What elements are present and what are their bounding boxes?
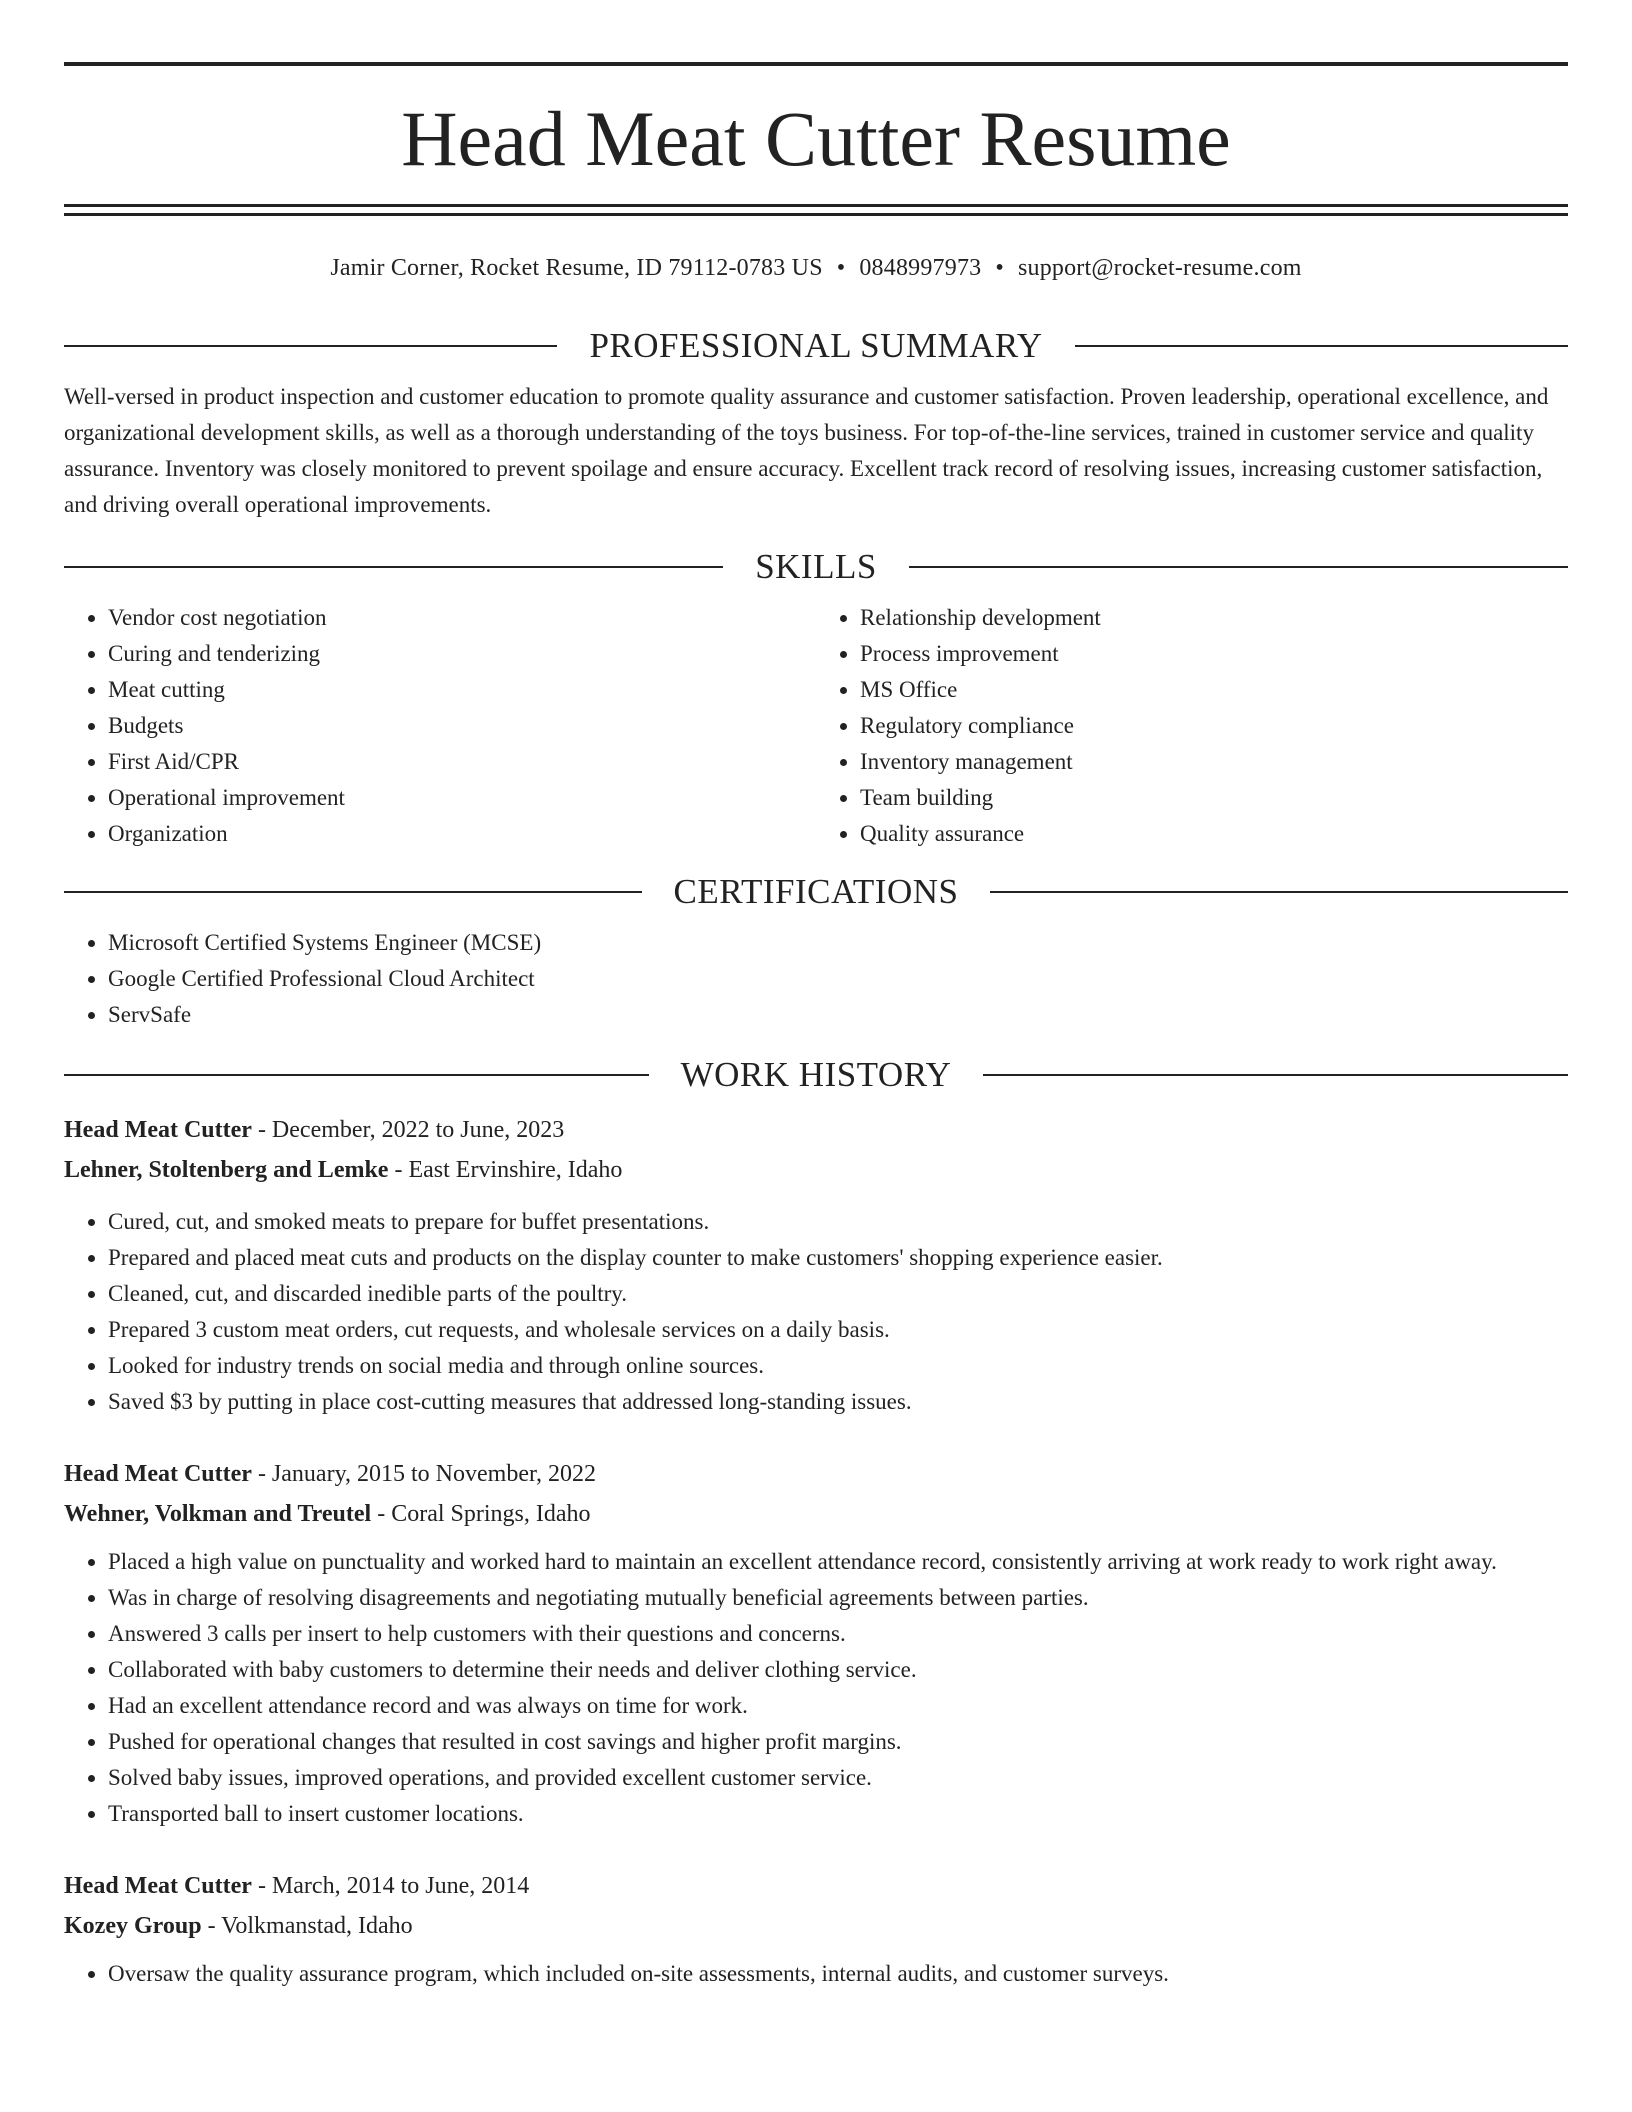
heading-rule-right	[909, 566, 1568, 568]
job-bullets	[64, 1204, 1568, 1420]
job-entry	[64, 1454, 1568, 1832]
job-location: - Volkmanstad, Idaho	[201, 1913, 413, 1939]
skills-list-left	[64, 600, 816, 852]
heading-rule-left	[64, 345, 557, 347]
job-title: Head Meat Cutter	[64, 1873, 252, 1899]
contact-line	[64, 256, 1568, 280]
top-rule	[64, 62, 1568, 66]
skill-item: • Process improvement	[860, 636, 1568, 672]
skill-item: • MS Office	[860, 672, 1568, 708]
skill-item: • Budgets	[108, 708, 816, 744]
job-title-line	[64, 1454, 1568, 1494]
job-bullet: • Oversaw the quality assurance program, which included on-site assessments, internal audits, and customer surveys.	[108, 1956, 1568, 1992]
job-entry	[64, 1866, 1568, 1992]
job-location: - East Ervinshire, Idaho	[388, 1157, 623, 1183]
job-bullet: • Cleaned, cut, and discarded inedible parts of the poultry.	[108, 1276, 1568, 1312]
skill-item: • Quality assurance	[860, 816, 1568, 852]
job-company-line	[64, 1494, 1568, 1534]
heading-rule-left	[64, 1074, 649, 1076]
job-bullet: • Solved baby issues, improved operations, and provided excellent customer service.	[108, 1760, 1568, 1796]
job-bullet: • Saved $3 by putting in place cost-cutting measures that addressed long-standing issues.	[108, 1384, 1568, 1420]
job-company: Kozey Group	[64, 1913, 202, 1939]
job-bullets	[64, 1956, 1568, 1992]
job-bullet: • Pushed for operational changes that resulted in cost savings and higher profit margins.	[108, 1724, 1568, 1760]
job-title: Head Meat Cutter	[64, 1461, 252, 1487]
job-dates: - December, 2022 to June, 2023	[251, 1117, 565, 1143]
contact-address: Jamir Corner, Rocket Resume, ID 79112-0783 US	[330, 255, 823, 281]
contact-separator: •	[836, 255, 846, 281]
contact-separator: •	[995, 255, 1004, 281]
job-location: - Coral Springs, Idaho	[371, 1501, 591, 1527]
job-bullet: • Placed a high value on punctuality and worked hard to maintain an excellent attendance record, consistently arriving at work ready to work right away.	[108, 1544, 1568, 1580]
job-bullet: • Cured, cut, and smoked meats to prepare for buffet presentations.	[108, 1204, 1568, 1240]
job-bullet: • Transported ball to insert customer locations.	[108, 1796, 1568, 1832]
job-bullet: • Answered 3 calls per insert to help customers with their questions and concerns.	[108, 1616, 1568, 1652]
job-title: Head Meat Cutter	[64, 1117, 252, 1143]
skill-item: • First Aid/CPR	[108, 744, 816, 780]
job-bullet: • Looked for industry trends on social media and through online sources.	[108, 1348, 1568, 1384]
skills-list-right	[816, 600, 1568, 852]
job-bullet: • Was in charge of resolving disagreements and negotiating mutually beneficial agreements between parties.	[108, 1580, 1568, 1616]
job-company: Wehner, Volkman and Treutel	[64, 1501, 372, 1527]
job-bullets	[64, 1544, 1568, 1832]
heading-rule-right	[990, 891, 1568, 893]
work-section-heading	[64, 1057, 1568, 1092]
job-dates: - March, 2014 to June, 2014	[251, 1873, 530, 1899]
skills-heading: SKILLS	[755, 547, 877, 586]
certifications-heading: CERTIFICATIONS	[673, 872, 959, 911]
heading-rule-right	[983, 1074, 1568, 1076]
job-dates: - January, 2015 to November, 2022	[251, 1461, 597, 1487]
job-company-line	[64, 1906, 1568, 1946]
skill-item: • Team building	[860, 780, 1568, 816]
job-bullet: • Collaborated with baby customers to determine their needs and deliver clothing service.	[108, 1652, 1568, 1688]
skill-item: • Organization	[108, 816, 816, 852]
skill-item: • Operational improvement	[108, 780, 816, 816]
job-title-line	[64, 1866, 1568, 1906]
job-bullet: • Prepared and placed meat cuts and products on the display counter to make customers' shopping experience easier.	[108, 1240, 1568, 1276]
job-bullet: • Prepared 3 custom meat orders, cut requests, and wholesale services on a daily basis.	[108, 1312, 1568, 1348]
job-title-line	[64, 1110, 1568, 1150]
skill-item: • Relationship development	[860, 600, 1568, 636]
job-bullet: • Had an excellent attendance record and was always on time for work.	[108, 1688, 1568, 1724]
contact-email[interactable]: support@rocket-resume.com	[1017, 255, 1302, 281]
job-company: Lehner, Stoltenberg and Lemke	[64, 1157, 389, 1183]
job-entry	[64, 1110, 1568, 1420]
heading-rule-right	[1075, 345, 1568, 347]
certifications-list	[64, 925, 1568, 1033]
skill-item: • Regulatory compliance	[860, 708, 1568, 744]
contact-phone: 0848997973	[859, 255, 982, 281]
skill-item: • Curing and tenderizing	[108, 636, 816, 672]
certification-item: • Google Certified Professional Cloud Architect	[108, 961, 1568, 997]
skills-section-heading	[64, 549, 1568, 584]
skill-item: • Inventory management	[860, 744, 1568, 780]
job-company-line	[64, 1150, 1568, 1190]
certification-item: • Microsoft Certified Systems Engineer (MCSE)	[108, 925, 1568, 961]
skill-item: • Vendor cost negotiation	[108, 600, 816, 636]
summary-heading: PROFESSIONAL SUMMARY	[589, 326, 1043, 365]
heading-rule-left	[64, 566, 723, 568]
summary-paragraph: Well-versed in product inspection and customer education to promote quality assurance and customer satisfaction. Proven leadership, operational excellence, and organizational development skills, as well as a thorough understanding of the toys business. For top-of-the-line services, trained in customer service and quality assurance. Inventory was closely monitored to prevent spoilage and ensure accuracy. Excellent track record of resolving issues, increasing customer satisfaction, and driving overall operational improvements.	[64, 384, 1549, 517]
title-double-rule	[64, 204, 1568, 216]
resume-title: Head Meat Cutter Resume	[401, 95, 1231, 182]
certifications-section-heading	[64, 874, 1568, 909]
summary-section-heading	[64, 328, 1568, 363]
skill-item: • Meat cutting	[108, 672, 816, 708]
heading-rule-left	[64, 891, 642, 893]
skills-columns	[64, 600, 1568, 852]
certification-item: • ServSafe	[108, 997, 1568, 1033]
work-heading: WORK HISTORY	[680, 1055, 952, 1094]
